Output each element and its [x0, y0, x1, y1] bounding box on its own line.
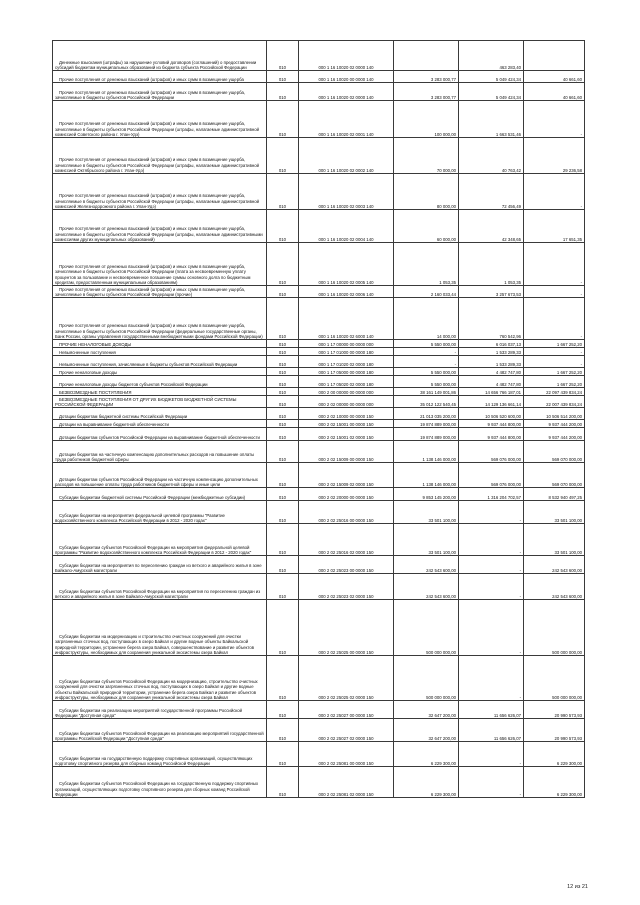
- row-name-cell: Субсидии бюджетам на реализацию мероприятий государственной программы Российской Федерации "Доступная среда": [53, 701, 267, 719]
- row-name-cell: Субсидии бюджетам на модернизацию и строительство очистных сооружений для очистки загрязненных сточных вод, поступающих в озеро Байкал и другие водные объекты Байкальской природной территории, устранение берега озера Байкал, совершенствование и развитие объектов инфраструктуры, необходимых для сохранения уникальной экосистемы озера Байкал: [53, 600, 267, 656]
- row-line-code-cell: 010: [267, 396, 299, 408]
- row-approved-amount-cell: 1 138 146 000,00: [394, 441, 459, 463]
- row-approved-amount-cell: 3 283 000,77: [394, 71, 459, 83]
- row-approved-amount-cell: [394, 41, 459, 71]
- row-approved-amount-cell: 14 000,00: [394, 298, 459, 340]
- row-budget-code-cell: 000 2 02 10000 00 0000 150: [299, 408, 394, 420]
- row-line-code-cell: 010: [267, 388, 299, 396]
- row-name-cell: БЕЗВОЗМЕЗДНЫЕ ПОСТУПЛЕНИЯ: [53, 388, 267, 396]
- row-line-code-cell: 010: [267, 463, 299, 488]
- row-budget-code-cell: 000 2 02 25023 02 0000 150: [299, 574, 394, 600]
- row-approved-amount-cell: 6 229 300,00: [394, 767, 459, 798]
- row-name-cell: Субсидии бюджетам субъектов Российской Федерации на государственную поддержку спортивных организаций, осуществляющих подготовку спортивного резерва для сборных команд Российской Федерации: [53, 767, 267, 798]
- row-unexecuted-amount-cell: -: [524, 243, 585, 286]
- row-unexecuted-amount-cell: 8 532 940 497,25: [524, 488, 585, 501]
- row-line-code-cell: 010: [267, 348, 299, 356]
- row-approved-amount-cell: 2 160 033,44: [394, 286, 459, 298]
- row-budget-code-cell: 000 1 16 10020 02 0006 140: [299, 286, 394, 298]
- row-name-cell: Субсидии бюджетам на государственную поддержку спортивных организаций, осуществляющих подготовку спортивного резерва для сборных команд Российской Федерации: [53, 742, 267, 767]
- row-name-cell: Прочие поступления от денежных взысканий (штрафов) и иных сумм в возмещение ущерба, зачисляемые в бюджеты субъектов Российской Федерации (штрафы, налагаемые административной комиссией Октябрьского района г. Улан-Удэ): [53, 138, 267, 174]
- table-row: [53, 298, 585, 340]
- row-budget-code-cell: 000 1 16 10020 02 0000 140: [299, 41, 394, 71]
- row-approved-amount-cell: 60 000,00: [394, 210, 459, 243]
- row-unexecuted-amount-cell: 20 990 573,93: [524, 701, 585, 719]
- row-line-code-cell: 010: [267, 600, 299, 656]
- row-budget-code-cell: 000 2 02 25081 00 0000 150: [299, 742, 394, 767]
- row-budget-code-cell: 000 1 17 01000 00 0000 180: [299, 348, 394, 356]
- row-budget-code-cell: 000 1 16 10020 02 0001 140: [299, 101, 394, 138]
- row-approved-amount-cell: 6 229 300,00: [394, 742, 459, 767]
- row-executed-amount-cell: 1 316 204 702,57: [459, 488, 524, 501]
- row-executed-amount-cell: 569 076 000,00: [459, 441, 524, 463]
- row-name-cell: Прочие поступления от денежных взысканий (штрафов) и иных сумм в возмещение ущерба, зачисляемые в бюджеты субъектов Российской Федерации (штрафы, налагаемые административными комиссиями других муниципальных образований): [53, 210, 267, 243]
- row-line-code-cell: 010: [267, 286, 299, 298]
- row-unexecuted-amount-cell: 569 070 000,00: [524, 441, 585, 463]
- row-line-code-cell: 010: [267, 501, 299, 524]
- row-name-cell: Невыясненные поступления, зачисляемые в бюджеты субъектов Российской Федерации: [53, 356, 267, 368]
- row-unexecuted-amount-cell: 9 937 444 200,00: [524, 420, 585, 428]
- row-budget-code-cell: 000 1 17 01020 02 0000 180: [299, 356, 394, 368]
- row-executed-amount-cell: -: [459, 574, 524, 600]
- row-line-code-cell: 010: [267, 101, 299, 138]
- row-line-code-cell: 010: [267, 138, 299, 174]
- row-approved-amount-cell: 242 543 600,00: [394, 556, 459, 574]
- row-executed-amount-cell: 1 663 531,46: [459, 101, 524, 138]
- table-row: [53, 441, 585, 463]
- row-line-code-cell: 010: [267, 701, 299, 719]
- row-name-cell: Дотации бюджетам субъектов Российской Федерации на частичную компенсацию дополнительных расходов на повышение оплаты труда работников бюджетной сферы и иные цели: [53, 463, 267, 488]
- row-executed-amount-cell: 463 283,40: [459, 41, 524, 71]
- row-executed-amount-cell: 760 542,96: [459, 298, 524, 340]
- table-row: [53, 556, 585, 574]
- row-approved-amount-cell: -: [394, 356, 459, 368]
- table-row: [53, 101, 585, 138]
- table-row: [53, 174, 585, 210]
- row-unexecuted-amount-cell: 20 990 573,93: [524, 719, 585, 742]
- table-row: [53, 428, 585, 441]
- budget-report-sheet: [52, 40, 584, 798]
- row-executed-amount-cell: 9 937 444 800,00: [459, 428, 524, 441]
- table-row: [53, 348, 585, 356]
- row-name-cell: Субсидии бюджетам бюджетной системы Российской Федерации (межбюджетные субсидии): [53, 488, 267, 501]
- row-unexecuted-amount-cell: -: [524, 101, 585, 138]
- row-unexecuted-amount-cell: -: [524, 348, 585, 356]
- row-approved-amount-cell: 32 647 200,00: [394, 719, 459, 742]
- row-approved-amount-cell: 9 853 145 200,00: [394, 488, 459, 501]
- row-name-cell: Дотации бюджетам на частичную компенсацию дополнительных расходов на повышение оплаты труда работников бюджетной сферы: [53, 441, 267, 463]
- row-executed-amount-cell: 42 348,65: [459, 210, 524, 243]
- table-row: [53, 742, 585, 767]
- row-budget-code-cell: 000 2 02 25025 00 0000 150: [299, 600, 394, 656]
- row-unexecuted-amount-cell: 500 000 000,00: [524, 600, 585, 656]
- row-unexecuted-amount-cell: 10 506 514 200,00: [524, 408, 585, 420]
- row-line-code-cell: 010: [267, 441, 299, 463]
- row-unexecuted-amount-cell: 33 501 100,00: [524, 501, 585, 524]
- row-name-cell: Субсидии бюджетам субъектов Российской Федерации на мероприятия федеральной целевой программы "Развитие водохозяйственного комплекса Российской Федерации в 2012 - 2020 годах": [53, 524, 267, 556]
- row-line-code-cell: 010: [267, 428, 299, 441]
- row-name-cell: БЕЗВОЗМЕЗДНЫЕ ПОСТУПЛЕНИЯ ОТ ДРУГИХ БЮДЖЕТОВ БЮДЖЕТНОЙ СИСТЕМЫ РОССИЙСКОЙ ФЕДЕРАЦИИ: [53, 396, 267, 408]
- row-unexecuted-amount-cell: [524, 41, 585, 71]
- table-row: [53, 767, 585, 798]
- row-unexecuted-amount-cell: 33 501 100,00: [524, 524, 585, 556]
- row-executed-amount-cell: 9 937 444 800,00: [459, 420, 524, 428]
- row-executed-amount-cell: 40 763,42: [459, 138, 524, 174]
- row-name-cell: Прочие поступления от денежных взысканий (штрафов) и иных сумм в возмещение ущерба, зачисляемые в бюджеты субъектов Российской Федерации (прочие): [53, 286, 267, 298]
- table-row: [53, 501, 585, 524]
- row-approved-amount-cell: 19 874 889 000,00: [394, 428, 459, 441]
- row-executed-amount-cell: -: [459, 524, 524, 556]
- row-unexecuted-amount-cell: 1 667 252,20: [524, 340, 585, 348]
- row-approved-amount-cell: 5 550 000,00: [394, 340, 459, 348]
- row-approved-amount-cell: 1 053,35: [394, 243, 459, 286]
- row-budget-code-cell: 000 2 02 25025 02 0000 150: [299, 656, 394, 701]
- row-budget-code-cell: 000 2 02 25027 02 0000 150: [299, 719, 394, 742]
- row-unexecuted-amount-cell: 17 651,35: [524, 210, 585, 243]
- table-row: [53, 420, 585, 428]
- row-unexecuted-amount-cell: -: [524, 298, 585, 340]
- row-executed-amount-cell: 569 076 000,00: [459, 463, 524, 488]
- row-name-cell: Субсидии бюджетам на мероприятия по переселению граждан из ветхого и аварийного жилья в зоне Байкало-Амурской магистрали: [53, 556, 267, 574]
- row-executed-amount-cell: 1 533 289,33: [459, 356, 524, 368]
- row-approved-amount-cell: 500 000 000,00: [394, 656, 459, 701]
- row-unexecuted-amount-cell: 1 667 252,20: [524, 376, 585, 388]
- row-unexecuted-amount-cell: 40 661,60: [524, 83, 585, 101]
- row-budget-code-cell: 000 2 02 25016 02 0000 150: [299, 524, 394, 556]
- row-budget-code-cell: 000 1 17 00000 00 0000 000: [299, 340, 394, 348]
- row-line-code-cell: 010: [267, 243, 299, 286]
- table-row: [53, 356, 585, 368]
- row-approved-amount-cell: 21 013 035 200,00: [394, 408, 459, 420]
- row-name-cell: Субсидии бюджетам субъектов Российской Федерации на мероприятия по переселению граждан из ветхого и аварийного жилья в зоне Байкало-Амурской магистрали: [53, 574, 267, 600]
- row-line-code-cell: 010: [267, 71, 299, 83]
- row-budget-code-cell: 000 2 02 15001 00 0000 150: [299, 420, 394, 428]
- row-unexecuted-amount-cell: 22 097 439 834,24: [524, 388, 585, 396]
- row-unexecuted-amount-cell: 1 667 252,20: [524, 368, 585, 376]
- table-row: [53, 488, 585, 501]
- row-unexecuted-amount-cell: 500 000 000,00: [524, 656, 585, 701]
- row-approved-amount-cell: 19 874 889 000,00: [394, 420, 459, 428]
- table-row: [53, 463, 585, 488]
- row-budget-code-cell: 000 1 16 10020 02 6000 140: [299, 298, 394, 340]
- table-row: [53, 210, 585, 243]
- budget-table-body: [53, 41, 585, 798]
- table-row: [53, 376, 585, 388]
- row-line-code-cell: 010: [267, 574, 299, 600]
- row-approved-amount-cell: 32 647 200,00: [394, 701, 459, 719]
- row-line-code-cell: 010: [267, 656, 299, 701]
- row-executed-amount-cell: -: [459, 501, 524, 524]
- row-line-code-cell: 010: [267, 83, 299, 101]
- row-unexecuted-amount-cell: 242 543 600,00: [524, 574, 585, 600]
- row-line-code-cell: 010: [267, 174, 299, 210]
- row-name-cell: Прочие поступления от денежных взысканий (штрафов) и иных сумм в возмещение ущерба, зачисляемые в бюджеты субъектов Российской Федерации (штрафы, налагаемые административной комиссией Железнодорожного района г. Улан-Удэ): [53, 174, 267, 210]
- row-line-code-cell: 010: [267, 524, 299, 556]
- row-line-code-cell: 010: [267, 368, 299, 376]
- table-row: [53, 340, 585, 348]
- row-name-cell: Субсидии бюджетам субъектов Российской Федерации на модернизацию, строительство очистных сооружений для очистки загрязненных сточных вод, поступающих в озеро Байкал и другие водные объекты Байкальской природной территории, устранение берега озера Байкал и развитие объектов инфраструктуры, необходимых для сохранения уникальной экосистемы озера Байкал: [53, 656, 267, 701]
- row-unexecuted-amount-cell: 22 007 439 834,24: [524, 396, 585, 408]
- row-name-cell: Прочие неналоговые доходы: [53, 368, 267, 376]
- table-row: [53, 600, 585, 656]
- table-row: [53, 83, 585, 101]
- row-executed-amount-cell: 3 257 673,53: [459, 286, 524, 298]
- row-unexecuted-amount-cell: 242 543 600,00: [524, 556, 585, 574]
- row-line-code-cell: 010: [267, 767, 299, 798]
- row-approved-amount-cell: 100 000,00: [394, 101, 459, 138]
- row-approved-amount-cell: 1 138 146 000,00: [394, 463, 459, 488]
- row-unexecuted-amount-cell: 569 070 000,00: [524, 463, 585, 488]
- row-executed-amount-cell: 4 482 747,80: [459, 376, 524, 388]
- row-approved-amount-cell: -: [394, 348, 459, 356]
- row-budget-code-cell: 000 2 02 00000 00 0000 000: [299, 396, 394, 408]
- table-row: [53, 408, 585, 420]
- row-name-cell: Прочие поступления от денежных взысканий (штрафов) и иных сумм в возмещение ущерба, зачисляемые в бюджеты субъектов Российской Федерации (федеральные государственные органы, Банк России, органы управления государственными внебюджетными фондами Российской Федерации): [53, 298, 267, 340]
- row-executed-amount-cell: -: [459, 600, 524, 656]
- row-budget-code-cell: 000 1 17 05000 00 0000 180: [299, 368, 394, 376]
- row-approved-amount-cell: 5 550 000,00: [394, 376, 459, 388]
- row-executed-amount-cell: 1 533 289,33: [459, 348, 524, 356]
- table-row: [53, 71, 585, 83]
- row-budget-code-cell: 000 2 02 15009 00 0000 150: [299, 441, 394, 463]
- row-line-code-cell: 010: [267, 408, 299, 420]
- row-line-code-cell: 010: [267, 420, 299, 428]
- row-budget-code-cell: 000 2 02 20000 00 0000 150: [299, 488, 394, 501]
- row-name-cell: Дотации на выравнивание бюджетной обеспеченности: [53, 420, 267, 428]
- row-executed-amount-cell: -: [459, 767, 524, 798]
- row-approved-amount-cell: 5 550 000,00: [394, 368, 459, 376]
- row-executed-amount-cell: 6 016 037,13: [459, 340, 524, 348]
- row-budget-code-cell: 000 1 17 05020 02 0000 180: [299, 376, 394, 388]
- table-row: [53, 701, 585, 719]
- row-unexecuted-amount-cell: -: [524, 174, 585, 210]
- row-approved-amount-cell: 38 161 149 001,86: [394, 388, 459, 396]
- row-line-code-cell: 010: [267, 719, 299, 742]
- row-executed-amount-cell: 5 049 424,34: [459, 83, 524, 101]
- row-executed-amount-cell: 14 129 136 661,14: [459, 396, 524, 408]
- row-executed-amount-cell: -: [459, 656, 524, 701]
- row-line-code-cell: 010: [267, 298, 299, 340]
- row-approved-amount-cell: 80 000,00: [394, 174, 459, 210]
- row-name-cell: Дотации бюджетам субъектов Российской Федерации на выравнивание бюджетной обеспеченности: [53, 428, 267, 441]
- row-budget-code-cell: 000 2 02 15001 02 0000 150: [299, 428, 394, 441]
- row-unexecuted-amount-cell: 6 229 300,00: [524, 767, 585, 798]
- row-budget-code-cell: 000 2 02 25081 02 0000 150: [299, 767, 394, 798]
- row-name-cell: Прочие поступления от денежных взысканий (штрафов) и иных сумм в возмещение ущерба, зачисляемые в бюджеты субъектов Российской Федерации: [53, 83, 267, 101]
- row-budget-code-cell: 000 2 02 25016 00 0000 150: [299, 501, 394, 524]
- table-row: [53, 719, 585, 742]
- row-budget-code-cell: 000 1 16 10020 02 0004 140: [299, 210, 394, 243]
- row-approved-amount-cell: 35 012 122 540,45: [394, 396, 459, 408]
- row-line-code-cell: 010: [267, 340, 299, 348]
- row-name-cell: ПРОЧИЕ НЕНАЛОГОВЫЕ ДОХОДЫ: [53, 340, 267, 348]
- row-line-code-cell: 010: [267, 556, 299, 574]
- row-approved-amount-cell: 33 501 100,00: [394, 501, 459, 524]
- row-budget-code-cell: 000 2 02 25023 00 0000 150: [299, 556, 394, 574]
- row-unexecuted-amount-cell: -: [524, 286, 585, 298]
- table-row: [53, 574, 585, 600]
- budget-table: [52, 40, 585, 798]
- table-row: [53, 41, 585, 71]
- table-row: [53, 138, 585, 174]
- table-row: [53, 388, 585, 396]
- table-row: [53, 243, 585, 286]
- row-name-cell: Невыясненные поступления: [53, 348, 267, 356]
- row-unexecuted-amount-cell: 6 229 300,00: [524, 742, 585, 767]
- row-name-cell: Субсидии бюджетам на мероприятия федеральной целевой программы "Развитие водохозяйственного комплекса Российской Федерации в 2012 - 2020 годах": [53, 501, 267, 524]
- row-line-code-cell: 010: [267, 376, 299, 388]
- row-line-code-cell: 010: [267, 742, 299, 767]
- row-executed-amount-cell: -: [459, 742, 524, 767]
- row-budget-code-cell: 000 2 02 15009 02 0000 150: [299, 463, 394, 488]
- row-budget-code-cell: 000 1 16 10020 02 0003 140: [299, 174, 394, 210]
- row-name-cell: Прочие поступления от денежных взысканий (штрафов) и иных сумм в возмещение ущерба, зачисляемые в бюджеты субъектов Российской Федерации (штрафы, налагаемые административной комиссией Советского района г. Улан-Удэ): [53, 101, 267, 138]
- table-row: [53, 524, 585, 556]
- row-approved-amount-cell: 70 000,00: [394, 138, 459, 174]
- row-executed-amount-cell: 10 506 520 600,00: [459, 408, 524, 420]
- row-line-code-cell: 010: [267, 210, 299, 243]
- row-budget-code-cell: 000 2 02 25027 00 0000 150: [299, 701, 394, 719]
- row-unexecuted-amount-cell: 9 937 444 200,00: [524, 428, 585, 441]
- row-executed-amount-cell: 4 482 747,80: [459, 368, 524, 376]
- row-name-cell: Прочие неналоговые доходы бюджетов субъектов Российской Федерации: [53, 376, 267, 388]
- row-budget-code-cell: 000 1 16 10020 02 0002 140: [299, 138, 394, 174]
- row-name-cell: Денежные взыскания (штрафы) за нарушение условий договоров (соглашений) о предоставлении субсидий бюджетам муниципальных образований из бюджета субъекта Российской Федерации: [53, 41, 267, 71]
- row-budget-code-cell: 000 2 00 00000 00 0000 000: [299, 388, 394, 396]
- row-budget-code-cell: 000 1 16 10020 02 0005 140: [299, 243, 394, 286]
- row-approved-amount-cell: 33 501 100,00: [394, 524, 459, 556]
- table-row: [53, 396, 585, 408]
- table-row: [53, 368, 585, 376]
- row-name-cell: Прочие поступления от денежных взысканий (штрафов) и иных сумм в возмещение ущерба, зачисляемые в бюджеты субъектов Российской Федерации (плата за несвоевременную уплату процентов за пользование и несвоевременное погашение суммы основного долга по бюджетным кредитам, предоставленным муниципальным образованиям): [53, 243, 267, 286]
- row-executed-amount-cell: -: [459, 556, 524, 574]
- row-line-code-cell: 010: [267, 488, 299, 501]
- row-budget-code-cell: 000 1 16 10020 00 0000 140: [299, 71, 394, 83]
- row-unexecuted-amount-cell: -: [524, 356, 585, 368]
- row-executed-amount-cell: 1 053,35: [459, 243, 524, 286]
- table-row: [53, 656, 585, 701]
- row-executed-amount-cell: 72 456,49: [459, 174, 524, 210]
- row-approved-amount-cell: 3 283 000,77: [394, 83, 459, 101]
- row-executed-amount-cell: 11 656 626,07: [459, 701, 524, 719]
- row-line-code-cell: 010: [267, 356, 299, 368]
- row-budget-code-cell: 000 1 16 10020 02 0000 140: [299, 83, 394, 101]
- table-row: [53, 286, 585, 298]
- row-executed-amount-cell: 14 656 766 187,01: [459, 388, 524, 396]
- row-name-cell: Прочие поступления от денежных взысканий (штрафов) и иных сумм в возмещение ущерба: [53, 71, 267, 83]
- row-approved-amount-cell: 242 543 600,00: [394, 574, 459, 600]
- row-executed-amount-cell: 11 656 626,07: [459, 719, 524, 742]
- row-approved-amount-cell: 500 000 000,00: [394, 600, 459, 656]
- row-unexecuted-amount-cell: 40 661,60: [524, 71, 585, 83]
- row-executed-amount-cell: 5 049 424,34: [459, 71, 524, 83]
- row-unexecuted-amount-cell: 29 236,58: [524, 138, 585, 174]
- row-line-code-cell: 010: [267, 41, 299, 71]
- row-name-cell: Субсидии бюджетам субъектов Российской Федерации на реализацию мероприятий государственной программы Российской Федерации "Доступная среда": [53, 719, 267, 742]
- page-number: 12 из 21: [567, 884, 588, 890]
- row-name-cell: Дотации бюджетам бюджетной системы Российской Федерации: [53, 408, 267, 420]
